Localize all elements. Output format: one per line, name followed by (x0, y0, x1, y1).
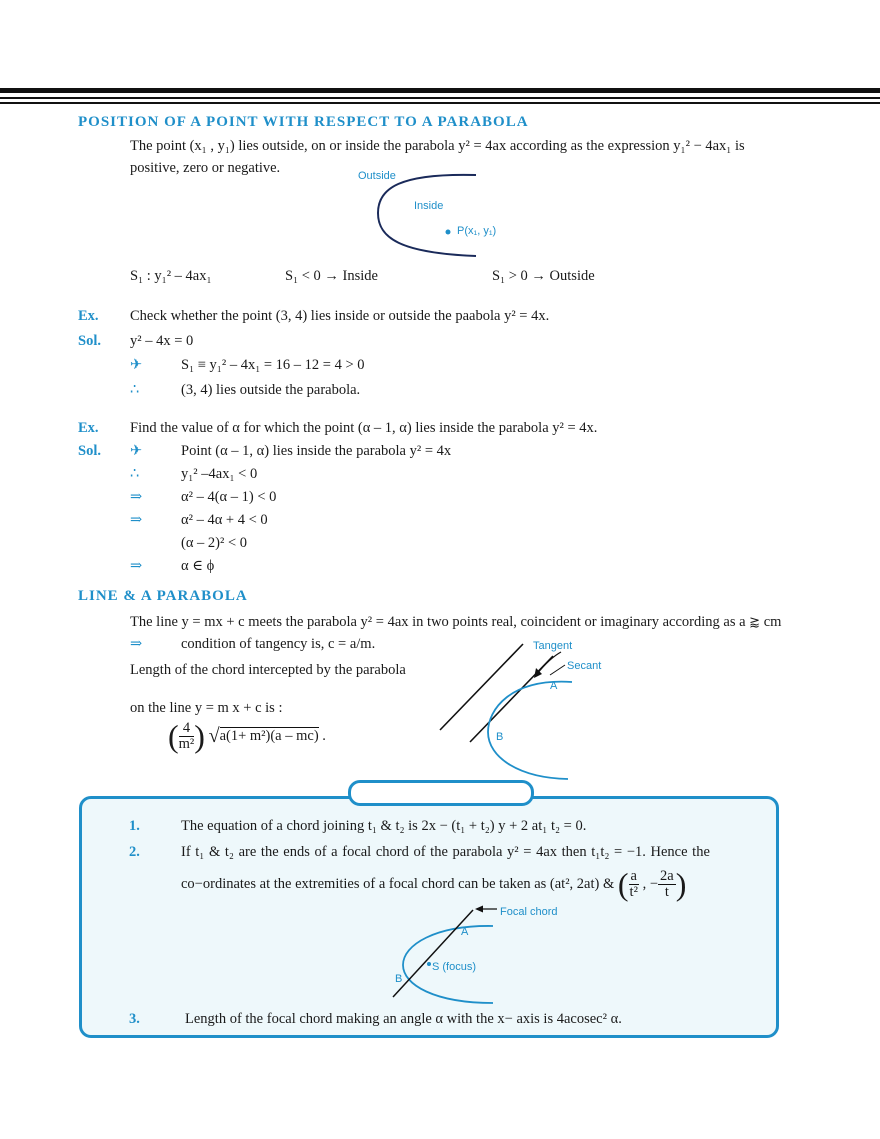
note-1-text: The equation of a chord joining t₁ & t₂ is 2x − (t₁ + t₂) y + 2 at₁ t₂ = 0. (181, 818, 587, 834)
frac-2-denominator: t (664, 884, 669, 900)
frac-2-numerator: 2a (660, 868, 674, 884)
label-point-a: A (550, 680, 558, 692)
formula-period: . (322, 728, 326, 744)
line-parabola-text-1-main: The line y = mx + c meets the parabola y² = 4ax in two points real, coincident or imaginary according as a (130, 614, 746, 630)
s1-inside-rule: S₁ < 0 → Inside (285, 268, 378, 284)
example-2-label: Ex. (78, 420, 99, 436)
example-2-question: Find the value of α for which the point (α – 1, α) lies inside the parabola y² = 4x. (130, 420, 598, 436)
top-rule-thick (0, 88, 880, 93)
tangent-arrow (537, 652, 561, 674)
therefore-icon: ∴ (130, 382, 140, 398)
label-secant: Secant (567, 660, 602, 672)
note-2-text-2: co−ordinates at the extremities of a focal chord can be taken as (at², 2at) & (181, 876, 615, 892)
solution-1-line-3: (3, 4) lies outside the parabola. (181, 382, 361, 398)
top-rule-thin-2 (0, 102, 880, 104)
solution-1-line-2: S₁ ≡ y₁² – 4x₁ = 16 – 12 = 4 > 0 (181, 357, 365, 373)
step-symbol-implies-icon: ⇒ (130, 512, 143, 528)
step-symbol-therefore-icon: ∴ (130, 466, 140, 482)
notes-box-tab (348, 780, 534, 806)
note-3-number: 3. (129, 1011, 140, 1027)
section-heading-line-parabola: LINE & A PARABOLA (78, 588, 248, 604)
line-parabola-text-1 (130, 614, 781, 631)
example-1-question: Check whether the point (3, 4) lies inside or outside the paabola y² = 4x. (130, 308, 550, 324)
top-rule-thin-1 (0, 97, 880, 99)
formula-denominator: m² (178, 736, 195, 752)
point-p-dot (446, 230, 451, 235)
parabola-position-figure (350, 168, 530, 263)
note-2-text-continued: co−ordinates at the extremities of a focal chord can be taken as (at², 2at) & ( $\frac{a}{\text{t²}}$ , − $\frac{2a}{t}$ ) (181, 866, 687, 902)
focal-chord-line (393, 910, 473, 997)
step-symbol-implies-icon: ⇒ (130, 558, 143, 574)
label-tangent: Tangent (533, 640, 573, 652)
label-focus: S (focus) (432, 961, 477, 973)
tangent-line (440, 644, 523, 730)
label-point-b: B (496, 731, 504, 743)
label-point-b: B (395, 973, 403, 985)
airplane-icon: ✈ (130, 357, 143, 373)
focus-dot (427, 962, 431, 966)
label-inside: Inside (414, 200, 444, 212)
frac-1-denominator: t² (629, 884, 638, 900)
secant-pointer (550, 665, 565, 675)
tangency-condition: condition of tangency is, c = a/m. (181, 636, 376, 652)
chord-length-text-2: on the line y = m x + c is : (130, 700, 283, 716)
note-1-number: 1. (129, 818, 140, 834)
frac-1-numerator: a (630, 868, 637, 884)
focal-chord-arrowhead (475, 906, 483, 913)
intro-line-2: positive, zero or negative. (130, 160, 281, 176)
relation-symbol: ⪆ (749, 614, 761, 629)
section-heading-position: POSITION OF A POINT WITH RESPECT TO A PARABOLA (78, 114, 529, 130)
label-point-a: A (461, 926, 469, 938)
intro-line-1: The point (x₁ , y₁) lies outside, on or inside the parabola y² = 4ax according as the expression y₁² − 4ax₁ is (130, 138, 745, 154)
parabola-curve (378, 175, 476, 256)
solution-2-step: α² – 4(α – 1) < 0 (181, 489, 277, 505)
step-symbol-implies-icon: ⇒ (130, 489, 143, 505)
implies-icon: ⇒ (130, 636, 143, 652)
tangent-secant-figure (430, 640, 590, 790)
formula-numerator: 4 (179, 721, 195, 737)
chord-length-text-1: Length of the chord intercepted by the parabola (130, 662, 406, 678)
note-2-number: 2. (129, 844, 140, 860)
formula-radicand: a(1+ m²)(a – mc) (219, 728, 319, 744)
solution-2-step: (α – 2)² < 0 (181, 535, 248, 551)
solution-2-step: y₁² –4ax₁ < 0 (181, 466, 258, 482)
step-symbol-airplane-icon: ✈ (130, 443, 143, 459)
solution-2-step: Point (α – 1, α) lies inside the parabola y² = 4x (181, 443, 452, 459)
s1-outside-rule: S₁ > 0 → Outside (492, 268, 595, 284)
label-outside: Outside (358, 170, 396, 182)
note-3-text: Length of the focal chord making an angle α with the x− axis is 4acosec² α. (185, 1011, 622, 1027)
solution-1-label: Sol. (78, 333, 101, 349)
line-parabola-text-1-end: cm (763, 614, 782, 630)
chord-length-formula: ( $\frac{4}{\text{m²}}$ ) √a(1+ m²)(a – mc) . (168, 718, 326, 754)
label-point-p: P(x₁, y₁) (457, 225, 497, 237)
example-1-label: Ex. (78, 308, 99, 324)
label-focal-chord: Focal chord (500, 906, 558, 918)
coord-comma: , (642, 876, 647, 892)
solution-1-line-1: y² – 4x = 0 (130, 333, 194, 349)
coord-minus: − (649, 876, 659, 892)
solution-2-step: α ∈ ϕ (181, 558, 215, 574)
solution-2-step: α² – 4α + 4 < 0 (181, 512, 268, 528)
focal-chord-figure (385, 905, 535, 1005)
note-2-text: If t₁ & t₂ are the ends of a focal chord of the parabola y² = 4ax then t₁t₂ = −1. Hence the (181, 844, 710, 860)
s1-definition: S₁ : y₁² – 4ax₁ (130, 268, 212, 284)
solution-2-label: Sol. (78, 443, 101, 459)
